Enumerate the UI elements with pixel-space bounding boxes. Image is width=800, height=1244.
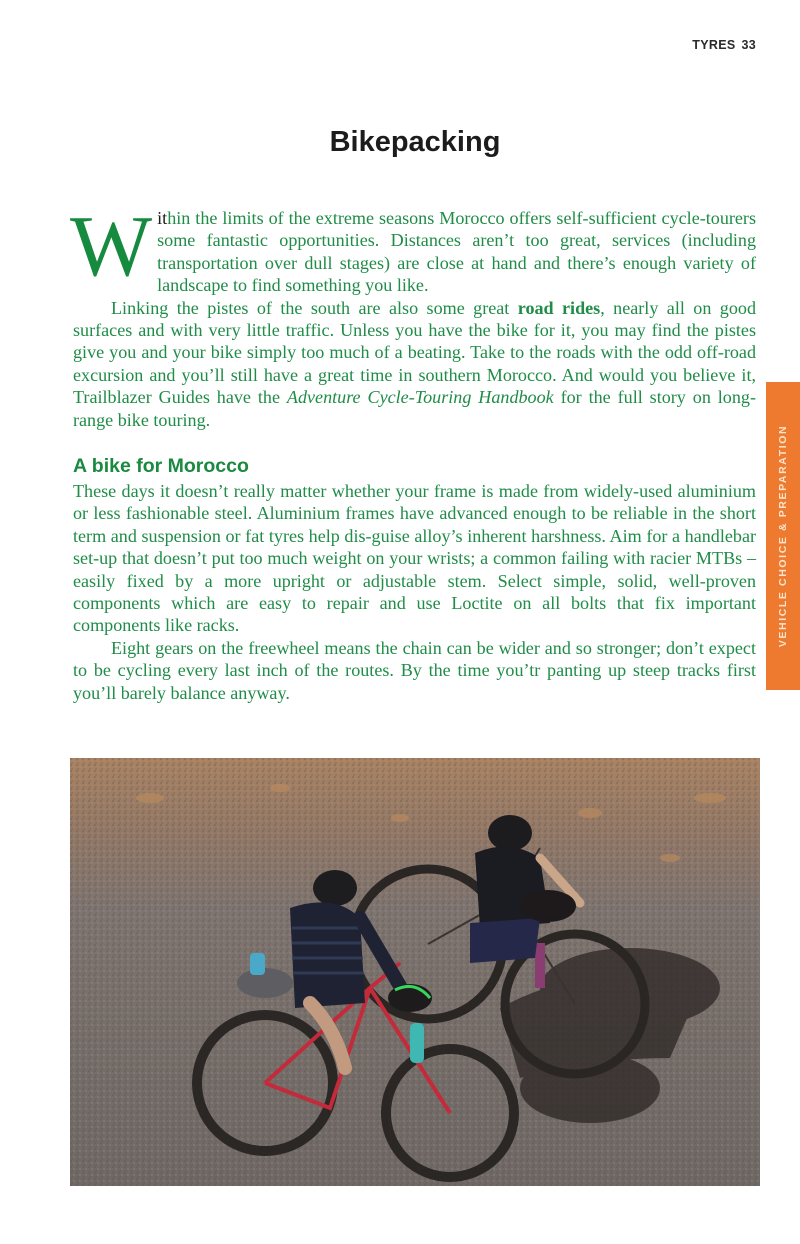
intro-paragraph-1-text: hin the limits of the extreme seasons Morocco offers self-sufficient cycle-tourers some fantastic opportunities. Distances aren’t too great, services (including transportation over dull stages) are close at hand and there’s enough variety of landscape to find something you like.	[157, 208, 756, 296]
book-title: Adventure Cycle-Touring Handbook	[286, 387, 554, 408]
chapter-side-tab	[766, 382, 800, 690]
running-head-section: TYRES	[692, 38, 736, 52]
intro-text	[70, 197, 756, 431]
intro-paragraph-2	[73, 297, 756, 431]
section-paragraph-2: Eight gears on the freewheel means the chain can be wider and so stronger; don’t expect to be cycling every last inch of the routes. By the time you’tr panting up steep tracks first you’ll barely balance anyway.	[73, 637, 756, 703]
intro-p2-text-c: for the full story on long-range bike touring.	[73, 387, 756, 430]
page-title: Bikepacking	[329, 126, 501, 158]
drop-cap: W	[70, 197, 153, 294]
road-rides-emphasis: road rides	[517, 297, 601, 318]
photo-illustration	[70, 758, 760, 1186]
section-text	[73, 480, 756, 704]
intro-first-letters: it	[157, 208, 168, 228]
running-head	[686, 38, 756, 52]
section-heading: A bike for Morocco	[73, 455, 249, 477]
chapter-side-tab-label: VEHICLE CHOICE & PREPARATION	[777, 424, 789, 648]
cyclists-photo	[70, 758, 760, 1186]
intro-p2-text-a: Linking the pistes of the south are also some great	[111, 297, 518, 318]
page-number: 33	[741, 38, 756, 52]
section-paragraph-1: These days it doesn’t really matter whether your frame is made from widely-used aluminium or less fashionable steel. Aluminium frames have advanced enough to be reliable in the short term and suspension or fat tyres help dis-guise alloy’s inherent harshness. Aim for a handlebar set-up that doesn’t put too much weight on your wrists; a common failing with racier MTBs – easily fixed by a more upright or adjustable stem. Select simple, solid, well-proven components which are easy to repair and use Loctite on all bolts that fix important components like racks.	[73, 481, 756, 636]
intro-paragraph-1	[70, 197, 756, 297]
intro-p2-text-b: , nearly all on good surfaces and with very little traffic. Unless you have the bike for it, you may find the pistes give you and your bike simply too much of a beating. Take to the roads with the odd off-road excursion and you’ll still have a great time in southern Morocco. And would you believe it, Trailblazer Guides have the	[73, 297, 756, 408]
